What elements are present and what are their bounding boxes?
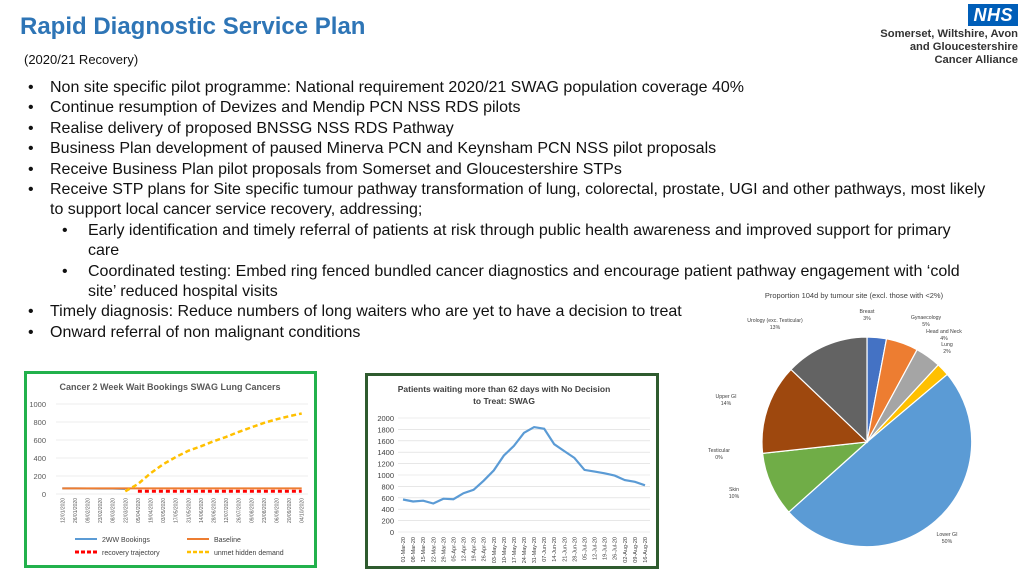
x-tick-label: 21-Jun-20 (562, 537, 569, 562)
bullet-item: • Non site specific pilot programme: National requirement 2020/21 SWAG population coverage 40% (24, 78, 994, 98)
x-tick-label: 06/09/2020 (274, 498, 281, 524)
y-tick-label: 200 (381, 516, 394, 526)
x-tick-label: 12-Jul-20 (592, 537, 599, 560)
chart-2ww-bookings-panel (24, 371, 317, 568)
x-tick-label: 12/07/2020 (224, 498, 231, 524)
pie-label: Skin (728, 487, 740, 493)
pie-value-label: 2% (943, 349, 951, 355)
y-tick-label: 2000 (377, 414, 394, 423)
y-tick-label: 400 (33, 454, 46, 463)
bullet-item: • Realise delivery of proposed BNSSG NSS RDS Pathway (24, 119, 994, 139)
x-tick-label: 16-Aug-20 (642, 537, 649, 563)
x-tick-label: 09/08/2020 (249, 498, 256, 524)
x-tick-label: 08-Mar-20 (411, 537, 418, 563)
x-tick-label: 31/05/2020 (186, 498, 193, 524)
page-subtitle: (2020/21 Recovery) (24, 52, 139, 67)
pie-value-label: 14% (720, 401, 732, 407)
x-tick-label: 29-Mar-20 (441, 537, 448, 563)
sub-bullet-item: • Coordinated testing: Embed ring fenced bundled cancer diagnostics and encourage patient pathway engagement with ‘cold site’ reduced hospital visits (24, 262, 990, 303)
sub-bullet-item: • Early identification and timely referral of patients at risk through public health awareness and improved support for primary care (24, 221, 960, 262)
x-tick-label: 24-May-20 (522, 537, 528, 564)
x-tick-label: 23/02/2020 (98, 498, 105, 524)
bullet-item: • Receive Business Plan pilot proposals from Somerset and Gloucestershire STPs (24, 160, 994, 180)
organisation-name-line: Cancer Alliance (934, 54, 1018, 66)
x-tick-label: 19/04/2020 (148, 498, 155, 524)
pie-value-label: 3% (863, 316, 871, 322)
y-tick-label: 0 (41, 490, 46, 499)
x-tick-label: 23/08/2020 (261, 498, 268, 524)
x-tick-label: 03/05/2020 (161, 498, 168, 524)
x-tick-label: 02-Aug-20 (622, 537, 629, 563)
x-tick-label: 26/07/2020 (236, 498, 243, 524)
y-tick-label: 1000 (377, 471, 394, 480)
x-tick-label: 12/01/2020 (60, 498, 67, 524)
y-tick-label: 600 (33, 436, 46, 445)
pie-label: Head and Neck (926, 329, 962, 335)
pie-value-label: 0% (715, 455, 723, 461)
x-tick-label: 04/10/2020 (299, 498, 306, 524)
chart-title-line: to Treat: SWAG (473, 396, 535, 406)
x-tick-label: 19-Jul-20 (602, 537, 609, 560)
x-tick-label: 17/05/2020 (173, 498, 180, 524)
pie-label: Breast (859, 309, 875, 315)
series-line (403, 427, 645, 503)
y-tick-label: 400 (381, 505, 394, 515)
x-tick-label: 26/01/2020 (72, 498, 79, 524)
nhs-logo (856, 2, 1022, 68)
pie-label: Lung (941, 342, 953, 348)
x-tick-label: 03-May-20 (491, 537, 498, 564)
legend-label: unmet hidden demand (214, 550, 284, 557)
pie-label: Upper GI (715, 394, 737, 400)
organisation-name-line: and Gloucestershire (909, 41, 1018, 53)
x-tick-label: 09-Aug-20 (632, 537, 639, 563)
chart-2ww-bookings (27, 374, 314, 565)
x-tick-label: 05/04/2020 (135, 498, 142, 524)
y-tick-label: 0 (389, 528, 394, 537)
pie-value-label: 4% (940, 336, 948, 342)
x-tick-label: 14-Jun-20 (552, 537, 559, 562)
chart-62-day-waits (368, 376, 656, 566)
x-tick-label: 01-Mar-20 (401, 537, 408, 563)
x-tick-label: 14/06/2020 (198, 498, 205, 524)
legend-label: recovery trajectory (102, 550, 160, 557)
x-tick-label: 09/02/2020 (85, 498, 92, 524)
pie-label: Gynaecology (910, 315, 942, 321)
x-tick-label: 10-May-20 (501, 537, 508, 564)
x-tick-label: 22-Mar-20 (431, 537, 438, 563)
y-tick-label: 800 (33, 418, 46, 427)
page-title: Rapid Diagnostic Service Plan (20, 13, 366, 40)
chart-title: Proportion 104d by tumour site (excl. those with <2%) (764, 291, 944, 300)
y-tick-label: 1000 (29, 400, 46, 409)
x-tick-label: 20/09/2020 (287, 498, 294, 524)
legend-label: Baseline (214, 537, 241, 544)
organisation-name-line: Somerset, Wiltshire, Avon (880, 28, 1018, 40)
pie-value-label: 10% (728, 494, 740, 500)
x-tick-label: 19-Apr-20 (471, 537, 478, 562)
y-tick-label: 1800 (377, 425, 394, 435)
y-tick-label: 200 (33, 472, 46, 481)
x-tick-label: 28-Jun-20 (572, 537, 579, 562)
pie-value-label: 50% (941, 539, 953, 545)
y-tick-label: 1600 (377, 436, 394, 446)
chart-title-line: Patients waiting more than 62 days with No Decision (397, 384, 611, 394)
y-tick-label: 800 (381, 482, 394, 492)
y-tick-label: 600 (381, 493, 394, 503)
chart-title: Cancer 2 Week Wait Bookings SWAG Lung Cancers (59, 382, 281, 392)
x-tick-label: 08/03/2020 (110, 498, 117, 524)
y-tick-label: 1400 (377, 448, 394, 458)
pie-label: Lower GI (936, 532, 958, 538)
legend-label: 2WW Bookings (102, 537, 150, 544)
series-line-3 (125, 414, 301, 492)
y-tick-label: 1200 (377, 459, 394, 469)
bullet-item: • Onward referral of non malignant conditions (24, 323, 994, 343)
pie-value-label: 13% (769, 325, 781, 331)
x-tick-label: 15-Mar-20 (421, 537, 428, 563)
x-tick-label: 17-May-20 (511, 537, 518, 564)
pie-label: Urology (exc. Testicular) (747, 318, 803, 324)
x-tick-label: 28/06/2020 (211, 498, 218, 524)
chart-62-day-waits-panel (365, 373, 659, 569)
pie-value-label: 5% (922, 322, 930, 328)
bullet-item: • Continue resumption of Devizes and Mendip PCN NSS RDS pilots (24, 98, 994, 118)
pie-label: Testicular (708, 448, 730, 454)
x-tick-label: 05-Apr-20 (451, 537, 458, 562)
bullet-item: • Business Plan development of paused Minerva PCN and Keynsham PCN NSS pilot proposals (24, 139, 994, 159)
x-tick-label: 26-Jul-20 (612, 537, 619, 560)
x-tick-label: 07-Jun-20 (542, 537, 549, 562)
bullet-item: • Timely diagnosis: Reduce numbers of long waiters who are yet to have a decision to treat (24, 302, 994, 322)
chart-104d-tumour-site-panel (704, 286, 1020, 576)
organisation-name (848, 28, 1018, 67)
nhs-logo-badge: NHS (968, 4, 1018, 26)
x-tick-label: 12-Apr-20 (461, 537, 468, 562)
bullet-item: • Receive STP plans for Site specific tumour pathway transformation of lung, colorectal, prostate, UGI and other pathways, most likely to support local cancer service recovery, addressing; (24, 180, 994, 221)
x-tick-label: 31-May-20 (532, 537, 539, 564)
x-tick-label: 05-Jul-20 (582, 537, 589, 560)
x-tick-label: 26-Apr-20 (481, 537, 488, 562)
x-tick-label: 22/03/2020 (123, 498, 130, 524)
chart-104d-tumour-site (704, 286, 1020, 576)
